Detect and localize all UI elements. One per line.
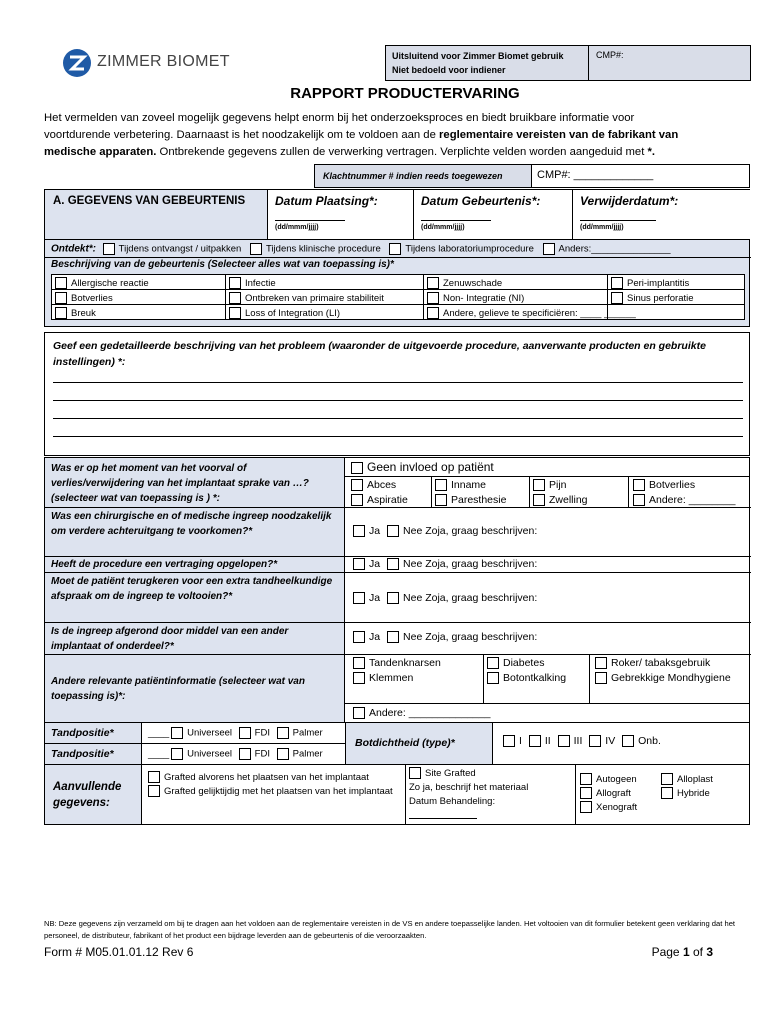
q2-no-label: Nee Zoja, graag beschrijven: (403, 525, 538, 537)
tooth1-universal-label: Universeel (187, 727, 233, 739)
discovered-unpacking-checkbox[interactable] (103, 243, 115, 255)
allograft-checkbox[interactable] (580, 787, 592, 799)
date-event-field[interactable] (421, 215, 491, 221)
tooth1-palmer-checkbox[interactable] (277, 727, 289, 739)
grafted-simultaneous-checkbox[interactable] (148, 785, 160, 797)
tooth1-fdi-checkbox[interactable] (239, 727, 251, 739)
q5-label: Is de ingreep afgerond door middel van een ander implantaat of onderdeel?* (51, 626, 289, 652)
allograft-label: Allograft (596, 788, 631, 799)
discovered-label: Ontdekt*: (51, 243, 96, 255)
tooth-position-2-label: Tandpositie* (51, 748, 114, 760)
density-unknown-label: Onb. (638, 735, 661, 747)
grafted-before-label: Grafted alvorens het plaatsen van het implantaat (164, 772, 369, 783)
q4-no-checkbox[interactable] (387, 592, 399, 604)
sinus-perforation-label: Sinus perforatie (627, 293, 694, 304)
complaint-number-box (314, 164, 750, 188)
primary-stability-label: Ontbreken van primaire stabiliteit (245, 293, 384, 304)
treatment-date-label: Datum Behandeling: (409, 796, 496, 807)
pain-checkbox[interactable] (533, 479, 545, 491)
xenograft-label: Xenograft (596, 802, 638, 813)
intro-line1: Het vermelden van zoveel mogelijk gegevens helpt enorm bij het onderzoeksproces en biedt bruikbare informatie voor (44, 112, 635, 124)
allergic-reaction-label: Allergische reactie (71, 278, 149, 289)
tooth2-fdi-checkbox[interactable] (239, 748, 251, 760)
peri-implantitis-checkbox[interactable] (611, 277, 623, 289)
q6-other-checkbox[interactable] (353, 707, 365, 719)
complaint-number-label: Klachtnummer # indien reeds toegewezen (323, 171, 503, 181)
q1-bone-loss-label: Botverlies (649, 479, 696, 491)
q3-no-label: Nee Zoja, graag beschrijven: (403, 558, 538, 570)
page-current: 1 (682, 945, 690, 959)
other-event-checkbox[interactable] (427, 307, 439, 319)
density-i-label: I (519, 735, 522, 747)
event-col-2 (229, 276, 384, 321)
pain-label: Pijn (549, 479, 567, 491)
date-placement-label: Datum Plaatsing*: (275, 194, 378, 208)
ingestion-label: Inname (451, 479, 487, 491)
density-ii-checkbox[interactable] (529, 735, 541, 747)
loss-of-integration-checkbox[interactable] (229, 307, 241, 319)
bruxism-label: Tandenknarsen (369, 657, 441, 669)
tooth2-universal-checkbox[interactable] (171, 748, 183, 760)
density-iv-label: IV (605, 735, 616, 747)
peri-implantitis-label: Peri-implantitis (627, 278, 690, 289)
swelling-label: Zwelling (549, 494, 588, 506)
detail-label: Geef een gedetailleerde beschrijving van het probleem (waaronder de uitgevoerde procedure, aanverwante producten en gebruikte instellingen) *: (53, 340, 706, 368)
q4-label: Moet de patiënt terugkeren voor een extra tandheelkundige afspraak om de ingreep te voltooien?* (51, 576, 333, 602)
intro-text (44, 110, 744, 161)
nerve-damage-checkbox[interactable] (427, 277, 439, 289)
clenching-label: Klemmen (369, 672, 414, 684)
osteoporosis-label: Botontkalking (503, 672, 567, 684)
q1-other-label: Andere: ________ (649, 494, 736, 506)
tooth2-fdi-label: FDI (254, 748, 270, 760)
intro-line3-bold: medische apparaten. (44, 146, 157, 158)
nerve-damage-label: Zenuwschade (443, 278, 503, 289)
q2-yes-label: Ja (369, 525, 381, 537)
discovered-unpacking-label: Tijdens ontvangst / uitpakken (118, 243, 242, 255)
bruxism-checkbox[interactable] (353, 657, 365, 669)
discovered-row (51, 243, 671, 255)
q1-label: Was er op het moment van het voorval of verlies/verwijdering van het implantaat sprake van …? (selecteer wat van toepassing is ) *: (51, 463, 309, 504)
internal-use-box (385, 45, 751, 81)
section-a-title: A. GEGEVENS VAN GEBEURTENIS (53, 195, 246, 207)
tooth-position-2-field[interactable]: ____ (148, 748, 170, 760)
clenching-checkbox[interactable] (353, 672, 365, 684)
osteoporosis-checkbox[interactable] (487, 672, 499, 684)
site-grafted-checkbox[interactable] (409, 767, 421, 779)
treatment-date-field[interactable] (409, 817, 477, 819)
poor-hygiene-label: Gebrekkige Mondhygiene (611, 672, 731, 684)
event-col-4 (611, 276, 694, 306)
date-event-label: Datum Gebeurtenis*: (421, 194, 541, 208)
page-of: of (689, 945, 707, 959)
allergic-reaction-checkbox[interactable] (55, 277, 67, 289)
tooth2-palmer-label: Palmer (292, 748, 323, 760)
questions-table (44, 457, 750, 723)
tooth1-universal-checkbox[interactable] (171, 727, 183, 739)
smoker-checkbox[interactable] (595, 657, 607, 669)
detail-line-2[interactable] (53, 399, 743, 401)
density-ii-label: II (544, 735, 551, 747)
poor-hygiene-checkbox[interactable] (595, 672, 607, 684)
detail-section (44, 332, 750, 456)
density-unknown-checkbox[interactable] (622, 735, 634, 747)
aspiration-checkbox[interactable] (351, 494, 363, 506)
density-iii-checkbox[interactable] (558, 735, 570, 747)
q5-yes-checkbox[interactable] (353, 631, 365, 643)
diabetes-label: Diabetes (503, 657, 545, 669)
date-removal-label: Verwijderdatum*: (580, 194, 679, 208)
internal-use-line2: Niet bedoeld voor indiener (392, 65, 506, 75)
fracture-checkbox[interactable] (55, 307, 67, 319)
q4-yes-checkbox[interactable] (353, 592, 365, 604)
infection-checkbox[interactable] (229, 277, 241, 289)
page-total: 3 (706, 945, 713, 959)
paresthesia-label: Paresthesie (451, 494, 507, 506)
grafted-before-checkbox[interactable] (148, 771, 160, 783)
tooth-position-1-field[interactable]: ____ (148, 727, 170, 739)
diabetes-checkbox[interactable] (487, 657, 499, 669)
internal-cmp-label: CMP#: (596, 50, 624, 60)
hybrid-checkbox[interactable] (661, 787, 673, 799)
q3-label: Heeft de procedure een vertraging opgelopen?* (51, 559, 278, 570)
detail-line-1[interactable] (53, 381, 743, 383)
alloplast-checkbox[interactable] (661, 773, 673, 785)
q2-no-checkbox[interactable] (387, 525, 399, 537)
discovered-lab-label: Tijdens laboratoriumprocedure (405, 243, 534, 255)
intro-line2: voortdurende verbetering. Daarnaast is het noodzakelijk om te voldoen aan de (44, 129, 440, 141)
density-iii-label: III (573, 735, 583, 747)
event-col-3 (427, 276, 636, 321)
swelling-checkbox[interactable] (533, 494, 545, 506)
discovered-clinical-label: Tijdens klinische procedure (265, 243, 381, 255)
site-grafted-label: Site Grafted (425, 768, 476, 779)
fracture-label: Breuk (71, 308, 96, 319)
aspiration-label: Aspiratie (367, 494, 408, 506)
autogenous-label: Autogeen (596, 774, 637, 785)
q6-other-label: Andere: ______________ (369, 707, 491, 719)
q4-no-label: Nee Zoja, graag beschrijven: (403, 592, 538, 604)
detail-line-3[interactable] (53, 417, 743, 419)
footer-note: NB: Deze gegevens zijn verzameld om bij te dragen aan het voldoen aan de reglementaire vereisten in de VS en andere toepasselijke landen. Het voltooien van dit formulier betekent geen verklaring dat het personeel, de distributeur, fabrikant of het product een bijdrage leverden aan de gebeurtenis of die veroorzaakten. (44, 919, 736, 940)
discovered-lab-checkbox[interactable] (389, 243, 401, 255)
density-i-checkbox[interactable] (503, 735, 515, 747)
internal-use-line1: Uitsluitend voor Zimmer Biomet gebruik (392, 51, 564, 61)
logo (62, 46, 232, 80)
detail-line-4[interactable] (53, 435, 743, 437)
zimmer-biomet-logo-icon (62, 48, 92, 78)
alloplast-label: Alloplast (677, 774, 713, 785)
tooth2-palmer-checkbox[interactable] (277, 748, 289, 760)
q5-no-label: Nee Zoja, graag beschrijven: (403, 631, 538, 643)
discovered-other-checkbox[interactable] (543, 243, 555, 255)
form-number: Form # M05.01.01.12 Rev 6 (44, 945, 194, 959)
intro-line3: Ontbrekende gegevens zullen de verwerking vertragen. Verplichte velden worden aangeduid met (156, 146, 648, 158)
bone-loss-label: Botverlies (71, 293, 113, 304)
abscess-checkbox[interactable] (351, 479, 363, 491)
page-prefix: Page (651, 945, 683, 959)
q5-no-checkbox[interactable] (387, 631, 399, 643)
density-iv-checkbox[interactable] (589, 735, 601, 747)
date-event-format: (dd/mmm/jjjj) (421, 224, 465, 231)
abscess-label: Abces (367, 479, 397, 491)
additional-data-section (44, 765, 750, 825)
loss-of-integration-label: Loss of Integration (LI) (245, 308, 341, 319)
page-title: RAPPORT PRODUCTERVARING (290, 85, 520, 102)
q2-yes-checkbox[interactable] (353, 525, 365, 537)
bone-density-label: Botdichtheid (type)* (355, 737, 455, 749)
q3-no-checkbox[interactable] (387, 558, 399, 570)
grafted-simultaneous-label: Grafted gelijktijdig met het plaatsen van het implantaat (164, 786, 393, 797)
q3-yes-label: Ja (369, 558, 381, 570)
date-removal-format: (dd/mmm/jjjj) (580, 224, 624, 231)
date-removal-field[interactable] (580, 215, 656, 221)
additional-data-label: Aanvullende gegevens: (53, 781, 122, 809)
site-grafted-description: Zo ja, beschrijf het materiaal (409, 782, 529, 793)
bone-loss-checkbox[interactable] (55, 292, 67, 304)
tooth1-fdi-label: FDI (254, 727, 270, 739)
event-description-label: Beschrijving van de gebeurtenis (Selecteer alles wat van toepassing is)* (51, 259, 394, 270)
section-a (44, 189, 750, 327)
q2-label: Was een chirurgische en of medische ingreep noodzakelijk om verdere achteruitgang te voorkomen?* (51, 511, 332, 537)
q3-yes-checkbox[interactable] (353, 558, 365, 570)
sinus-perforation-checkbox[interactable] (611, 292, 623, 304)
xenograft-checkbox[interactable] (580, 801, 592, 813)
tooth2-universal-label: Universeel (187, 748, 233, 760)
smoker-label: Roker/ tabaksgebruik (611, 657, 711, 669)
q4-yes-label: Ja (369, 592, 381, 604)
page-number (600, 945, 713, 959)
discovered-other-label: Anders:_______________ (558, 243, 671, 255)
ingestion-checkbox[interactable] (435, 479, 447, 491)
tooth-position-section (44, 723, 750, 765)
q6-label: Andere relevante patiëntinformatie (selecteer wat van toepassing is)*: (51, 676, 305, 702)
no-impact-checkbox[interactable] (351, 462, 363, 474)
tooth1-palmer-label: Palmer (292, 727, 323, 739)
intro-required-marker: *. (647, 146, 656, 158)
q1-other-checkbox[interactable] (633, 494, 645, 506)
other-event-label: Andere, gelieve te specificiëren: ____ ______ (443, 308, 636, 319)
q1-bone-loss-checkbox[interactable] (633, 479, 645, 491)
non-integration-checkbox[interactable] (427, 292, 439, 304)
no-impact-label: Geen invloed op patiënt (367, 460, 494, 474)
complaint-cmp-field[interactable]: CMP#: _____________ (537, 169, 654, 181)
autogenous-checkbox[interactable] (580, 773, 592, 785)
event-col-1 (55, 276, 149, 321)
intro-line2-bold: reglementaire vereisten van de fabrikant van (439, 129, 679, 141)
paresthesia-checkbox[interactable] (435, 494, 447, 506)
date-placement-format: (dd/mmm/jjjj) (275, 224, 319, 231)
non-integration-label: Non- Integratie (NI) (443, 293, 525, 304)
q5-yes-label: Ja (369, 631, 381, 643)
tooth-position-1-label: Tandpositie* (51, 727, 114, 739)
hybrid-label: Hybride (677, 788, 710, 799)
discovered-clinical-checkbox[interactable] (250, 243, 262, 255)
logo-text: ZIMMER BIOMET (97, 53, 230, 70)
infection-label: Infectie (245, 278, 276, 289)
date-placement-field[interactable] (275, 215, 345, 221)
primary-stability-checkbox[interactable] (229, 292, 241, 304)
